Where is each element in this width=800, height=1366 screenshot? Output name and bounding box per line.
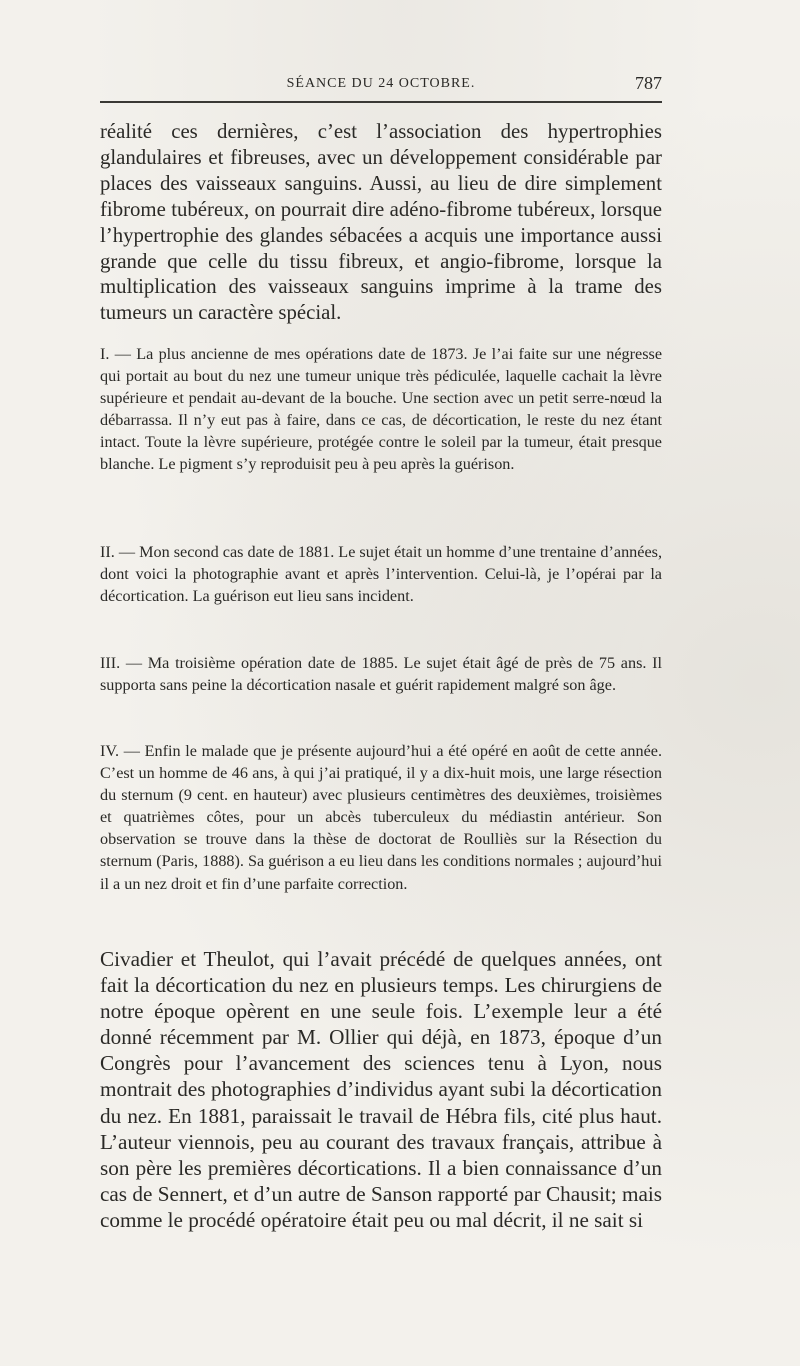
running-title: SÉANCE DU 24 OCTOBRE. [286,76,476,91]
case-3-paragraph: III. — Ma troisième opération date de 1885. Le sujet était âgé de près de 75 ans. Il supporta sans peine la décortication nasale et guérit rapidement malgré son âge. [100,654,662,695]
case-2-paragraph: II. — Mon second cas date de 1881. Le sujet était un homme d’une trentaine d’années, dont voici la photographie avant et après l’intervention. Celui-là, je l’opérai par la décortication. La guérison eut lieu sans incident. [100,543,662,606]
header-rule [100,101,662,103]
case-1-paragraph: I. — La plus ancienne de mes opérations date de 1873. Je l’ai faite sur une négresse qui portait au bout du nez une tumeur unique très pédiculée, laquelle cachait la lèvre supérieure et pendait au-devant de la bouche. Une section avec un petit serre-nœud la débarrassa. Il n’y eut pas à faire, dans ce cas, de décortication, le reste du nez étant intact. Toute la lèvre supérieure, protégée contre le soleil par la tumeur, était presque blanche. Le pigment s’y reproduisit peu à peu après la guérison. [100,345,662,474]
intro-paragraph: réalité ces dernières, c’est l’association des hypertrophies glandulaires et fibreuses, avec un développement considérable par places des vaisseaux sanguins. Aussi, au lieu de dire simplement fibrome tubéreux, on pourrait dire adéno-fibrome tubéreux, lorsque l’hypertrophie des glandes sébacées a acquis une importance aussi grande que celle du tissu fibreux, et angio-fibrome, lorsque la multiplication des vaisseaux sanguins imprime à la trame des tumeurs un caractère spécial. [100,120,662,325]
closing-paragraph: Civadier et Theulot, qui l’avait précédé de quelques années, ont fait la décortication du nez en plusieurs temps. Les chirurgiens de notre époque opèrent en une seule fois. L’exemple leur a été donné récemment par M. Ollier qui déjà, en 1873, époque d’un Congrès pour l’avancement des sciences tenu à Lyon, nous montrait des photographies d’individus ayant subi la décortication du nez. En 1881, paraissait le travail de Hébra fils, cité plus haut. L’auteur viennois, peu au courant des travaux français, attribue à son père les premières décortications. Il a bien connaissance d’un cas de Sennert, et d’un autre de Sanson rapporté par Chausit; mais comme le procédé opératoire était peu ou mal décrit, il ne sait si [100,947,662,1232]
case-4-paragraph: IV. — Enfin le malade que je présente aujourd’hui a été opéré en août de cette année. C’est un homme de 46 ans, à qui j’ai pratiqué, il y a dix-huit mois, une large résection du sternum (9 cent. en hauteur) avec plusieurs centimètres des deuxièmes, troisièmes et quatrièmes côtes, pour un abcès tuberculeux du médiastin antérieur. Son observation se trouve dans la thèse de doctorat de Roulliès sur la Résection du sternum (Paris, 1888). Sa guérison a eu lieu dans les conditions normales ; aujourd’hui il a un nez droit et fin d’une parfaite correction. [100,742,662,893]
page-header [100,73,662,100]
page-number: 787 [635,73,662,93]
